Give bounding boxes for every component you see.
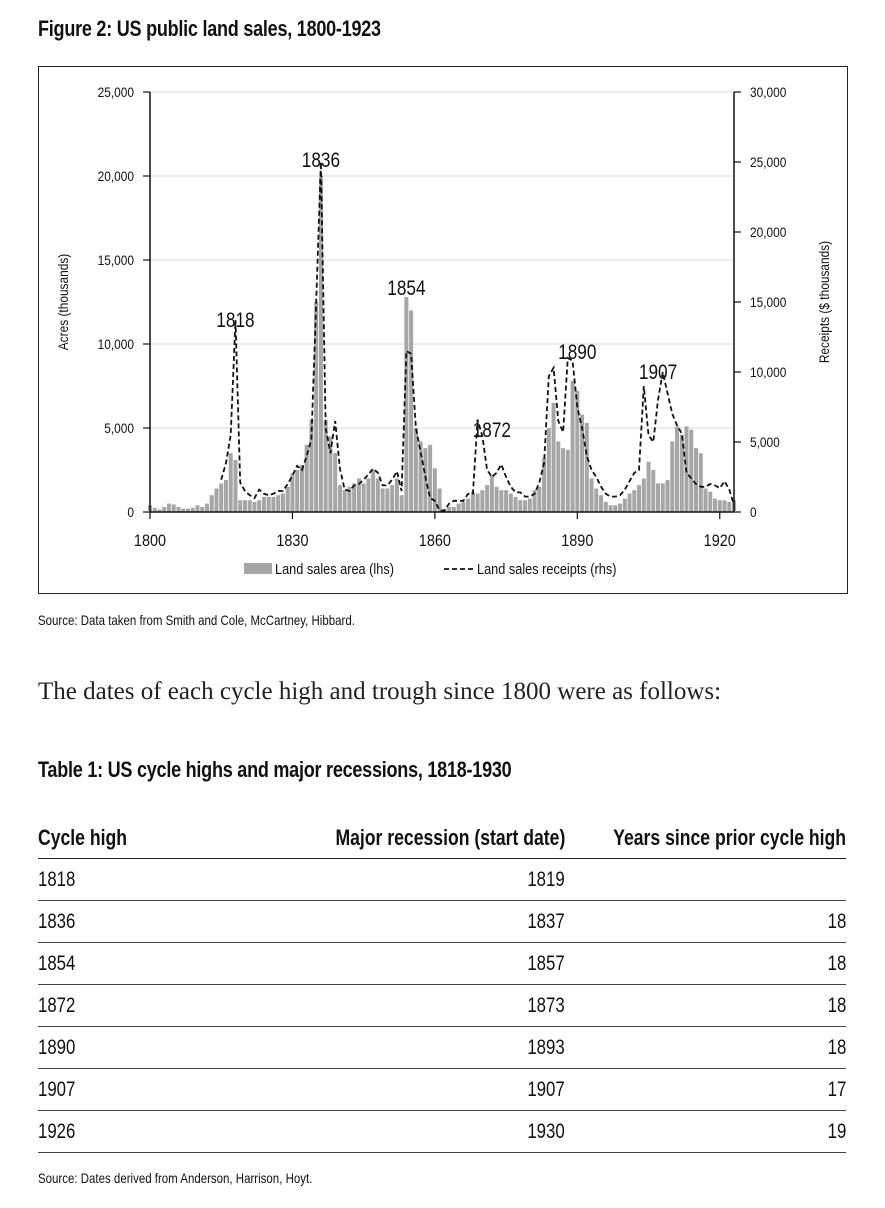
bar <box>509 494 513 512</box>
bar <box>656 483 660 512</box>
bar <box>523 500 527 512</box>
bar <box>594 488 598 512</box>
bar <box>514 497 518 512</box>
column-header-cycle-high: Cycle high <box>38 825 127 850</box>
bar <box>295 470 299 512</box>
bar <box>276 495 280 512</box>
bar <box>267 497 271 512</box>
x-tick-label: 1890 <box>561 531 594 551</box>
bar <box>414 428 418 512</box>
table-source: Source: Dates derived from Anderson, Harrison, Hoyt. <box>38 1170 313 1186</box>
bar <box>309 420 313 512</box>
bar <box>219 483 223 512</box>
bar <box>248 500 252 512</box>
bar <box>708 492 712 512</box>
bar <box>613 505 617 512</box>
bar <box>694 448 698 512</box>
right-tick-label: 30,000 <box>750 84 787 101</box>
bar <box>172 504 176 512</box>
bar <box>447 507 451 512</box>
bar <box>381 488 385 512</box>
bar <box>371 470 375 512</box>
left-axis-title: Acres (thousands) <box>55 253 72 351</box>
recession-cell: 1907 <box>527 1077 565 1101</box>
left-tick-label: 10,000 <box>97 336 134 353</box>
table-row <box>38 1069 846 1111</box>
bar <box>575 391 579 512</box>
bar <box>471 492 475 512</box>
years-cell: 19 <box>827 1119 846 1143</box>
bar <box>238 500 242 512</box>
right-tick-label: 15,000 <box>750 294 787 311</box>
left-tick-label: 5,000 <box>104 420 134 437</box>
bar <box>618 504 622 512</box>
bar <box>661 483 665 512</box>
bar <box>552 403 556 512</box>
peak-annotation: 1907 <box>638 361 678 385</box>
left-tick-label: 20,000 <box>97 168 134 185</box>
bar <box>286 487 290 512</box>
right-tick-label: 0 <box>750 504 757 521</box>
cycle-high-cell: 1890 <box>38 1035 76 1059</box>
bar <box>457 504 461 512</box>
bar <box>229 453 233 512</box>
x-tick-label: 1920 <box>703 531 736 551</box>
recession-cell: 1857 <box>527 951 565 975</box>
recession-cell: 1837 <box>527 909 565 933</box>
years-cell: 18 <box>827 1035 846 1059</box>
x-tick-label: 1860 <box>418 531 451 551</box>
legend-bar-swatch <box>244 563 272 574</box>
bar <box>200 507 204 512</box>
table-row <box>38 1027 846 1069</box>
bar <box>713 499 717 512</box>
bar <box>243 500 247 512</box>
bar <box>623 499 627 512</box>
bar <box>385 488 389 512</box>
column-header-major-recession: Major recession (start date) <box>335 825 565 850</box>
column-header-years-since: Years since prior cycle high <box>613 825 846 850</box>
bar <box>461 502 465 512</box>
bar <box>224 480 228 512</box>
bar <box>195 505 199 512</box>
bar <box>343 490 347 512</box>
right-axis-title: Receipts ($ thousands) <box>816 240 833 364</box>
cycle-high-cell: 1854 <box>38 951 76 975</box>
x-tick-label: 1830 <box>276 531 309 551</box>
years-cell: 18 <box>827 993 846 1017</box>
figure-title: Figure 2: US public land sales, 1800-1923 <box>38 16 381 41</box>
bar <box>324 420 328 512</box>
bar <box>537 487 541 512</box>
table-row <box>38 901 846 943</box>
bar <box>604 502 608 512</box>
bar <box>300 465 304 512</box>
bar <box>718 500 722 512</box>
right-tick-label: 25,000 <box>750 154 787 171</box>
bar <box>704 488 708 512</box>
bar <box>333 453 337 512</box>
bar <box>485 485 489 512</box>
bar <box>561 448 565 512</box>
bar <box>556 441 560 512</box>
bar <box>675 426 679 512</box>
bar <box>262 497 266 512</box>
bar <box>233 460 237 512</box>
bar <box>727 502 731 512</box>
bar <box>609 505 613 512</box>
table-row <box>38 943 846 985</box>
left-tick-label: 0 <box>127 504 134 521</box>
bar <box>490 475 494 512</box>
bar <box>504 490 508 512</box>
legend-bar-label: Land sales area (lhs) <box>275 559 394 578</box>
bar <box>409 310 413 512</box>
bar <box>452 507 456 512</box>
cycle-high-cell: 1818 <box>38 867 76 891</box>
bar <box>281 494 285 512</box>
bar <box>651 470 655 512</box>
cycle-high-cell: 1836 <box>38 909 76 933</box>
years-cell: 17 <box>827 1077 846 1101</box>
table-title: Table 1: US cycle highs and major recessions, 1818-1930 <box>38 757 512 782</box>
bar <box>632 490 636 512</box>
bar <box>642 478 646 512</box>
table-row <box>38 985 846 1027</box>
bar <box>518 500 522 512</box>
bar <box>590 478 594 512</box>
bar <box>319 176 323 512</box>
table-row <box>38 1111 846 1153</box>
bar <box>566 450 570 512</box>
bar <box>271 497 275 512</box>
peak-annotation: 1872 <box>472 419 511 443</box>
peak-annotation: 1854 <box>387 277 426 301</box>
peak-annotation: 1818 <box>216 309 255 333</box>
bar <box>390 485 394 512</box>
bar <box>167 504 171 512</box>
bar <box>252 502 256 512</box>
bar <box>395 478 399 512</box>
x-tick-label: 1800 <box>133 531 167 551</box>
bar <box>376 478 380 512</box>
bar <box>480 490 484 512</box>
bar <box>162 507 166 512</box>
bar <box>670 441 674 512</box>
bar <box>176 507 180 512</box>
bar <box>628 494 632 512</box>
recession-cell: 1893 <box>527 1035 565 1059</box>
bar <box>499 490 503 512</box>
bar <box>428 445 432 512</box>
land-sales-chart <box>39 67 847 593</box>
bar <box>214 488 218 512</box>
cycle-table <box>38 818 846 1153</box>
figure-source: Source: Data taken from Smith and Cole, McCartney, Hibbard. <box>38 612 355 628</box>
table-row <box>38 859 846 901</box>
bar <box>637 485 641 512</box>
bar <box>366 478 370 512</box>
bar <box>571 381 575 512</box>
bar <box>585 423 589 512</box>
recession-cell: 1873 <box>527 993 565 1017</box>
bar <box>466 499 470 512</box>
bar <box>699 453 703 512</box>
right-tick-label: 10,000 <box>750 364 787 381</box>
left-tick-label: 25,000 <box>97 84 134 101</box>
intro-paragraph: The dates of each cycle high and trough since 1800 were as follows: <box>38 678 722 705</box>
years-cell: 18 <box>827 909 846 933</box>
peak-annotation: 1890 <box>558 341 597 365</box>
bar <box>528 499 532 512</box>
chart-frame <box>38 66 848 594</box>
receipts-line <box>221 162 734 511</box>
bar <box>338 485 342 512</box>
bar <box>205 504 209 512</box>
bar <box>419 441 423 512</box>
years-cell: 18 <box>827 951 846 975</box>
bar <box>400 495 404 512</box>
bar <box>647 462 651 512</box>
bar <box>210 495 214 512</box>
recession-cell: 1819 <box>527 867 565 891</box>
bar <box>666 480 670 512</box>
bar <box>476 494 480 512</box>
table-header-row <box>38 818 846 859</box>
right-tick-label: 20,000 <box>750 224 787 241</box>
left-tick-label: 15,000 <box>97 252 134 269</box>
right-tick-label: 5,000 <box>750 434 780 451</box>
bar <box>689 430 693 512</box>
bar <box>495 487 499 512</box>
bar <box>362 483 366 512</box>
cycle-high-cell: 1907 <box>38 1077 76 1101</box>
peak-annotation: 1836 <box>301 149 341 173</box>
bar <box>257 500 261 512</box>
legend-line-label: Land sales receipts (rhs) <box>477 559 617 578</box>
recession-cell: 1930 <box>527 1119 565 1143</box>
bar <box>547 428 551 512</box>
cycle-high-cell: 1926 <box>38 1119 76 1143</box>
bar <box>599 495 603 512</box>
bar <box>723 500 727 512</box>
cycle-high-cell: 1872 <box>38 993 76 1017</box>
